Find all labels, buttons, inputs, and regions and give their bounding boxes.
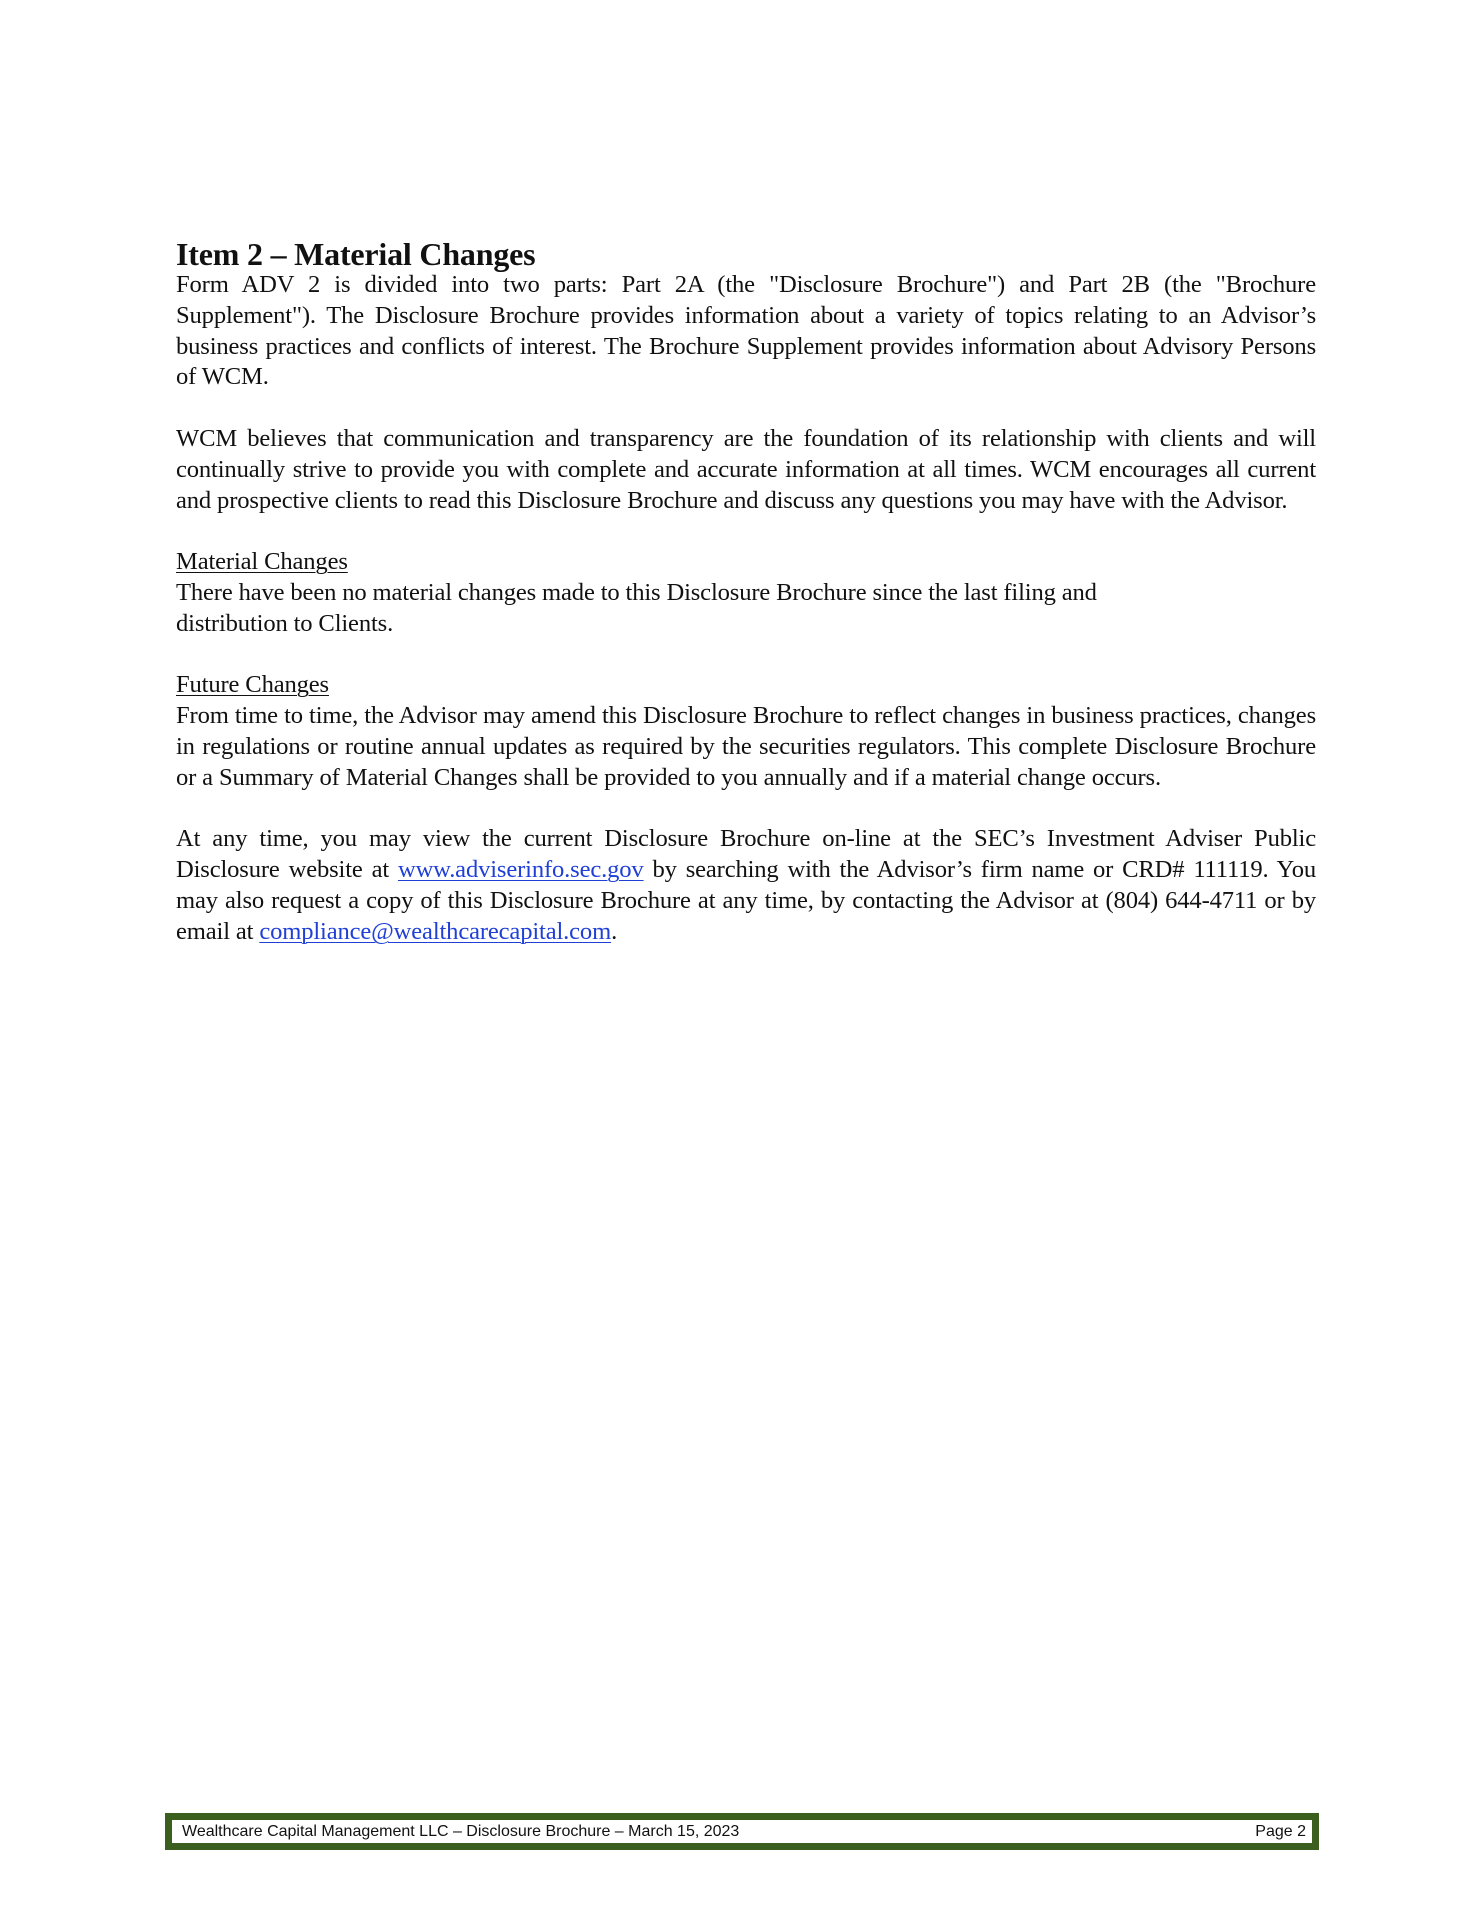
compliance-email-link[interactable]: compliance@wealthcarecapital.com bbox=[259, 917, 612, 945]
access-text-before-link: At any time, you may view the current Disclosure Brochure on-line at the SEC’s Investment Adviser Public Disclosure website at bbox=[176, 825, 1316, 884]
material-changes-paragraph bbox=[176, 578, 1316, 640]
page-footer bbox=[165, 1813, 1319, 1850]
access-text-between-links: by searching with the Advisor’s firm name or CRD# 111119. You may also request a copy of this Disclosure Brochure at any time, by contacting the Advisor at (804) 644-4711 or by email at bbox=[176, 856, 1316, 945]
intro-paragraph: Form ADV 2 is divided into two parts: Part 2A (the "Disclosure Brochure") and Part 2B (the "Brochure Supplement"). The Disclosure Brochure provides information about a variety of topics relating to an Advisor’s business practices and conflicts of interest. The Brochure Supplement provides information about Advisory Persons of WCM. bbox=[176, 271, 1316, 391]
future-changes-subheading: Future Changes bbox=[176, 671, 329, 699]
access-text-after-link: . bbox=[611, 917, 618, 945]
section-heading: Item 2 – Material Changes bbox=[176, 236, 536, 272]
access-paragraph bbox=[176, 824, 1316, 947]
material-changes-subheading: Material Changes bbox=[176, 548, 348, 576]
future-changes-paragraph: From time to time, the Advisor may amend this Disclosure Brochure to reflect changes in business practices, changes in regulations or routine annual updates as required by the securities regulators. This complete Disclosure Brochure or a Summary of Material Changes shall be provided to you annually and if a material change occurs. bbox=[176, 702, 1316, 791]
material-changes-section bbox=[176, 547, 1316, 639]
future-changes-section bbox=[176, 670, 1316, 793]
footer-document-title: Wealthcare Capital Management LLC – Disclosure Brochure – March 15, 2023 bbox=[182, 1822, 740, 1840]
footer-page-number: Page 2 bbox=[1255, 1822, 1306, 1840]
transparency-paragraph: WCM believes that communication and transparency are the foundation of its relationship with clients and will continually strive to provide you with complete and accurate information at all times. WCM encourages all current and prospective clients to read this Disclosure Brochure and discuss any questions you may have with the Advisor. bbox=[176, 424, 1316, 514]
material-changes-line-2: distribution to Clients. bbox=[176, 609, 394, 637]
material-changes-line-1: There have been no material changes made to this Disclosure Brochure since the last filing and bbox=[176, 578, 1097, 606]
adviserinfo-website-link[interactable]: www.adviserinfo.sec.gov bbox=[397, 856, 644, 884]
document-body bbox=[176, 236, 1316, 978]
